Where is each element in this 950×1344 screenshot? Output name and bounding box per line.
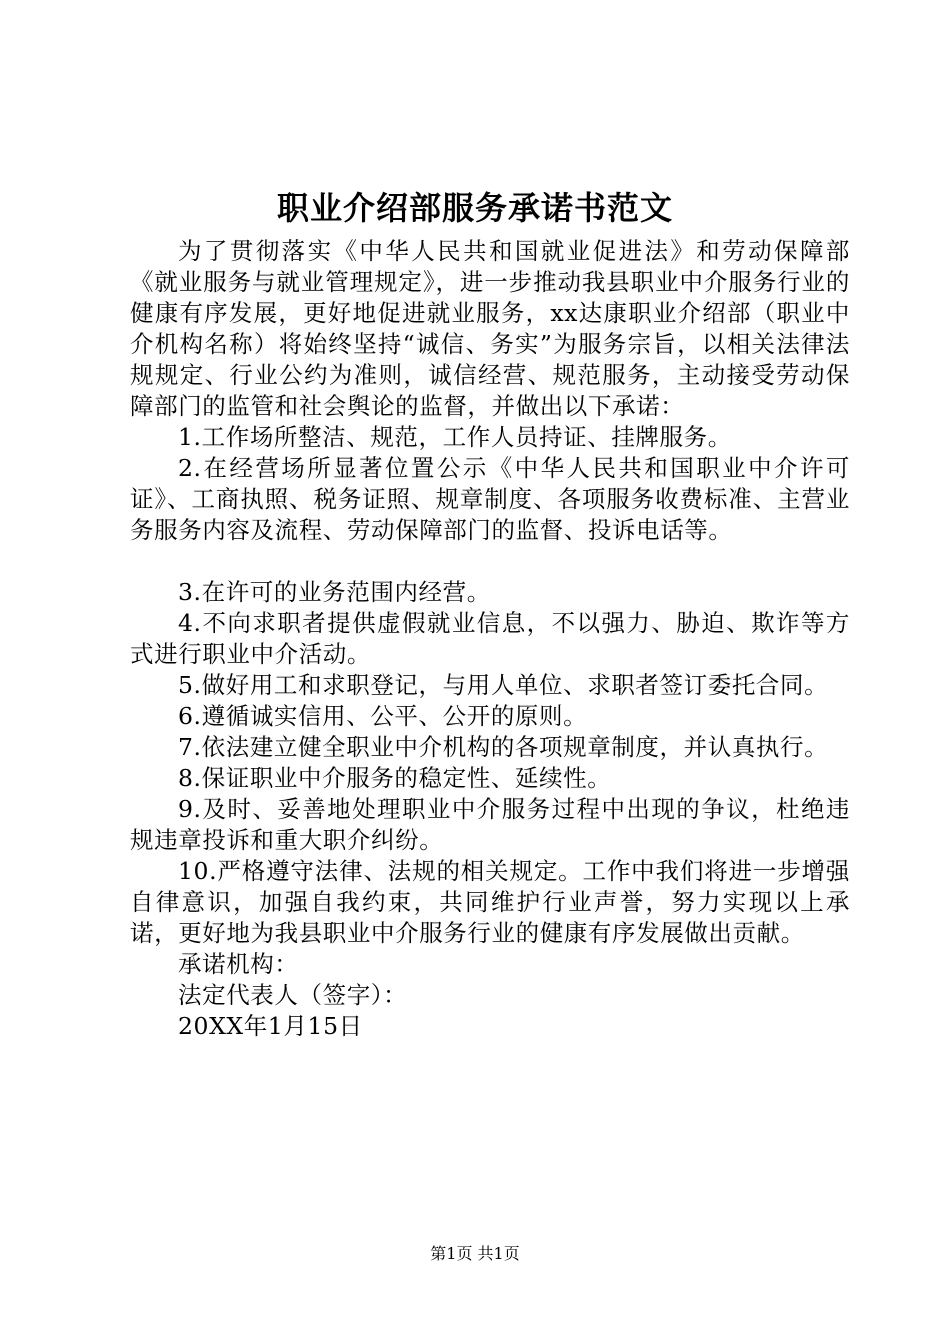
commitment-item-7: 7.依法建立健全职业中介机构的各项规章制度，并认真执行。 — [178, 733, 829, 761]
page-footer: 第1页 共1页 — [430, 1244, 520, 1263]
commitment-item-3: 3.在许可的业务范围内经营。 — [178, 578, 491, 606]
document-body — [130, 236, 850, 1042]
commitment-item-1: 1.工作场所整洁、规范，工作人员持证、挂牌服务。 — [178, 423, 732, 451]
signature-date: 20XX年1月15日 — [178, 1012, 363, 1040]
commitment-item-9: 9.及时、妥善地处理职业中介服务过程中出现的争议，杜绝违规违章投诉和重大职介纠纷。 — [130, 795, 850, 854]
document-title: 职业介绍部服务承诺书范文 — [276, 189, 673, 227]
commitment-item-6: 6.遵循诚实信用、公平、公开的原则。 — [178, 702, 588, 730]
commitment-item-4: 4.不向求职者提供虚假就业信息，不以强力、胁迫、欺诈等方式进行职业中介活动。 — [130, 609, 850, 668]
commitment-item-10: 10.严格遵守法律、法规的相关规定。工作中我们将进一步增强自律意识，加强自我约束，共同维护行业声誉，努力实现以上承诺，更好地为我县职业中介服务行业的健康有序发展做出贡献。 — [130, 857, 850, 947]
signature-rep-label: 法定代表人（签字）： — [178, 981, 408, 1009]
intro-paragraph: 为了贯彻落实《中华人民共和国就业促进法》和劳动保障部《就业服务与就业管理规定》，进一步推动我县职业中介服务行业的健康有序发展，更好地促进就业服务，xx达康职业介绍部（职业中介机构名称）将始终坚持“诚信、务实”为服务宗旨，以相关法律法规规定、行业公约为准则，诚信经营、规范服务，主动接受劳动保障部门的监管和社会舆论的监督，并做出以下承诺： — [130, 237, 850, 420]
commitment-item-2: 2.在经营场所显著位置公示《中华人民共和国职业中介许可证》、工商执照、税务证照、规章制度、各项服务收费标准、主营业务服务内容及流程、劳动保障部门的监督、投诉电话等。 — [130, 454, 850, 544]
signature-org-label: 承诺机构： — [178, 950, 299, 978]
commitment-item-5: 5.做好用工和求职登记，与用人单位、求职者签订委托合同。 — [178, 671, 829, 699]
commitment-item-8: 8.保证职业中介服务的稳定性、延续性。 — [178, 764, 612, 792]
